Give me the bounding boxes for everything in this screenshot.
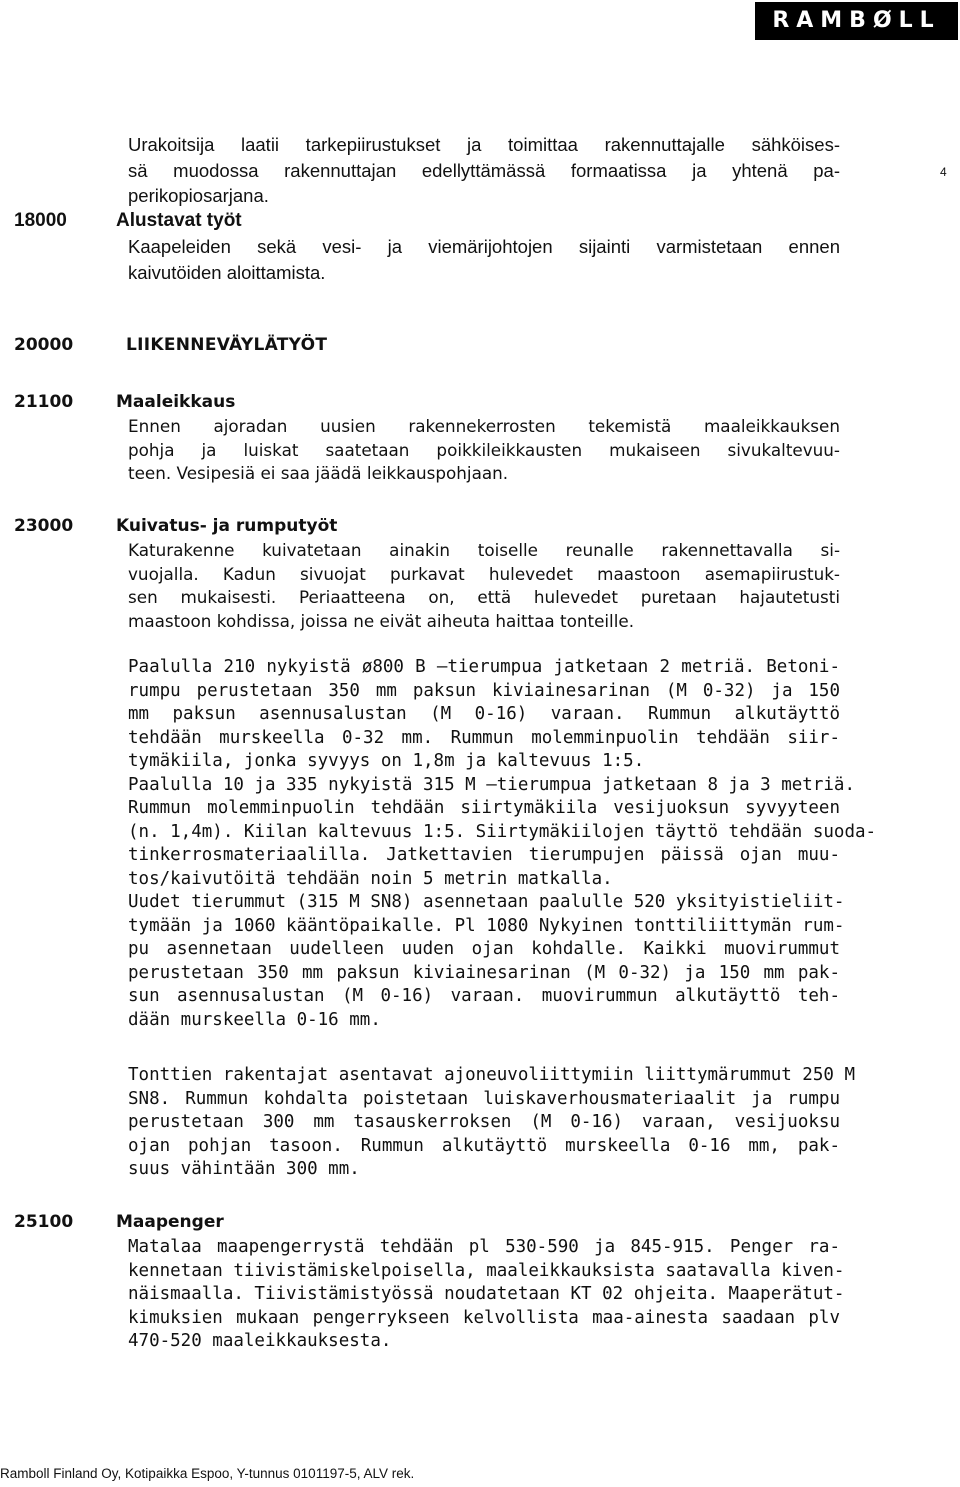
text-line: kimuksien mukaan pengerrykseen kelvollista maa-ainesta saadaan plv — [128, 1307, 840, 1328]
text-line: tos/kaivutöitä tehdään noin 5 metrin matkalla. — [128, 868, 613, 889]
text-line: SN8. Rummun kohdalta poistetaan luiskaverhousmateriaalit ja rumpu — [128, 1088, 840, 1109]
section-title-maapenger: Maapenger — [116, 1212, 224, 1232]
page-number: 4 — [940, 165, 947, 179]
text-line: Rummun molemminpuolin tehdään siirtymäkiila vesijuoksun syvyyteen — [128, 798, 840, 818]
text-line: Katurakenne kuivatetaan ainakin toiselle reunalle rakennettavalla si- — [128, 540, 840, 560]
section-title-maaleikkaus: Maaleikkaus — [116, 392, 236, 412]
section-25100-body — [128, 1236, 845, 1354]
text-line: tehdään murskeella 0-32 mm. Rummun molemminpuolin tehdään siir- — [128, 727, 840, 748]
section-23000-driveways — [128, 1064, 855, 1182]
section-code-18000: 18000 — [14, 210, 67, 231]
section-21100-body — [128, 415, 840, 486]
text-line: mm paksun asennusalustan (M 0-16) varaan. Rummun alkutäyttö — [128, 704, 840, 724]
text-line: teen. Vesipesiä ei saa jäädä leikkauspohjaan. — [128, 463, 509, 483]
page-footer: Ramboll Finland Oy, Kotipaikka Espoo, Y-tunnus 0101197-5, ALV rek. — [0, 1466, 415, 1481]
text-line: pu asennetaan uudelleen uuden ojan kohdalle. Kaikki muovirummut — [128, 939, 840, 959]
text-line: perikopiosarjana. — [128, 185, 269, 206]
text-line: kennetaan tiivistämiskelpoisella, maaleikkauksista saatavalla kiven- — [128, 1260, 845, 1281]
text-line: 470-520 maaleikkauksesta. — [128, 1331, 392, 1351]
text-line: ojan pohjan tasoon. Rummun alkutäyttö murskeella 0-16 mm, pak- — [128, 1135, 840, 1156]
text-line: tymään ja 1060 kääntöpaikalle. Pl 1080 Nykyinen tonttiliittymän rum- — [128, 915, 845, 936]
section-code-25100: 25100 — [14, 1212, 74, 1232]
section-title-liikennevaylatyot: LIIKENNEVÄYLÄTYÖT — [126, 335, 328, 355]
text-line: dään murskeella 0-16 mm. — [128, 1009, 381, 1030]
text-line: Urakoitsija laatii tarkepiirustukset ja toimittaa rakennuttajalle sähköises- — [128, 134, 840, 155]
text-line: (n. 1,4m). Kiilan kaltevuus 1:5. Siirtymäkiilojen täyttö tehdään suoda- — [128, 821, 877, 842]
section-code-20000: 20000 — [14, 335, 74, 355]
section-18000-body — [128, 234, 840, 285]
section-title-kuivatus-ja-rumputyot: Kuivatus- ja rumputyöt — [116, 516, 338, 536]
text-line: Paalulla 210 nykyistä ø800 B –tierumpua jatketaan 2 metriä. Betoni- — [128, 657, 840, 677]
text-line: sen mukaisesti. Periaatteena on, että hulevedet puretaan hajautetusti — [128, 587, 840, 607]
text-line: perustetaan 300 mm tasauskerroksen (M 0-16) varaan, vesijuoksu — [128, 1112, 840, 1132]
text-line: perustetaan 350 mm paksun kiviainesarinan (M 0-32) ja 150 mm pak- — [128, 962, 840, 983]
intro-paragraph — [128, 132, 840, 209]
text-line: tinkerrosmateriaalilla. Jatkettavien tierumpujen päissä ojan muu- — [128, 845, 840, 865]
text-line: Ennen ajoradan uusien rakennekerrosten tekemistä maaleikkauksen — [128, 416, 840, 436]
text-line: pohja ja luiskat saatetaan poikkileikkausten mukaiseen sivukaltevuu- — [128, 439, 840, 460]
text-line: sun asennusalustan (M 0-16) varaan. muovirummun alkutäyttö teh- — [128, 986, 840, 1006]
text-line: suus vähintään 300 mm. — [128, 1159, 360, 1179]
text-line: vuojalla. Kadun sivuojat purkavat hulevedet maastoon asemapiirustuk- — [128, 563, 840, 584]
text-line: sä muodossa rakennuttajan edellyttämässä formaatissa ja yhtenä pa- — [128, 159, 840, 181]
text-line: maastoon kohdissa, joissa ne eivät aiheuta haittaa tonteille. — [128, 610, 635, 631]
text-line: rumpu perustetaan 350 mm paksun kiviainesarinan (M 0-32) ja 150 — [128, 680, 840, 701]
text-line: Tonttien rakentajat asentavat ajoneuvoliittymiin liittymärummut 250 M — [128, 1065, 855, 1085]
text-line: kaivutöiden aloittamista. — [128, 261, 326, 283]
section-23000-body — [128, 539, 840, 633]
ramboll-logo: RAMBØLL — [755, 2, 958, 40]
text-line: Uudet tierummut (315 M SN8) asennetaan paalulle 520 yksityistieliit- — [128, 892, 845, 912]
section-23000-culverts — [128, 656, 877, 1032]
section-code-21100: 21100 — [14, 392, 74, 412]
section-code-23000: 23000 — [14, 516, 74, 536]
text-line: tymäkiila, jonka syvyys on 1,8m ja kaltevuus 1:5. — [128, 751, 645, 771]
text-line: Paalulla 10 ja 335 nykyistä 315 M –tierumpua jatketaan 8 ja 3 metriä. — [128, 774, 855, 795]
text-line: Kaapeleiden sekä vesi- ja viemärijohtojen sijainti varmistetaan ennen — [128, 236, 840, 257]
text-line: näismaalla. Tiivistämistyössä noudatetaan KT 02 ohjeita. Maaperätut- — [128, 1284, 845, 1304]
text-line: Matalaa maapengerrystä tehdään pl 530-590 ja 845-915. Penger ra- — [128, 1237, 840, 1257]
section-title-alustavat-tyot: Alustavat työt — [116, 210, 242, 231]
